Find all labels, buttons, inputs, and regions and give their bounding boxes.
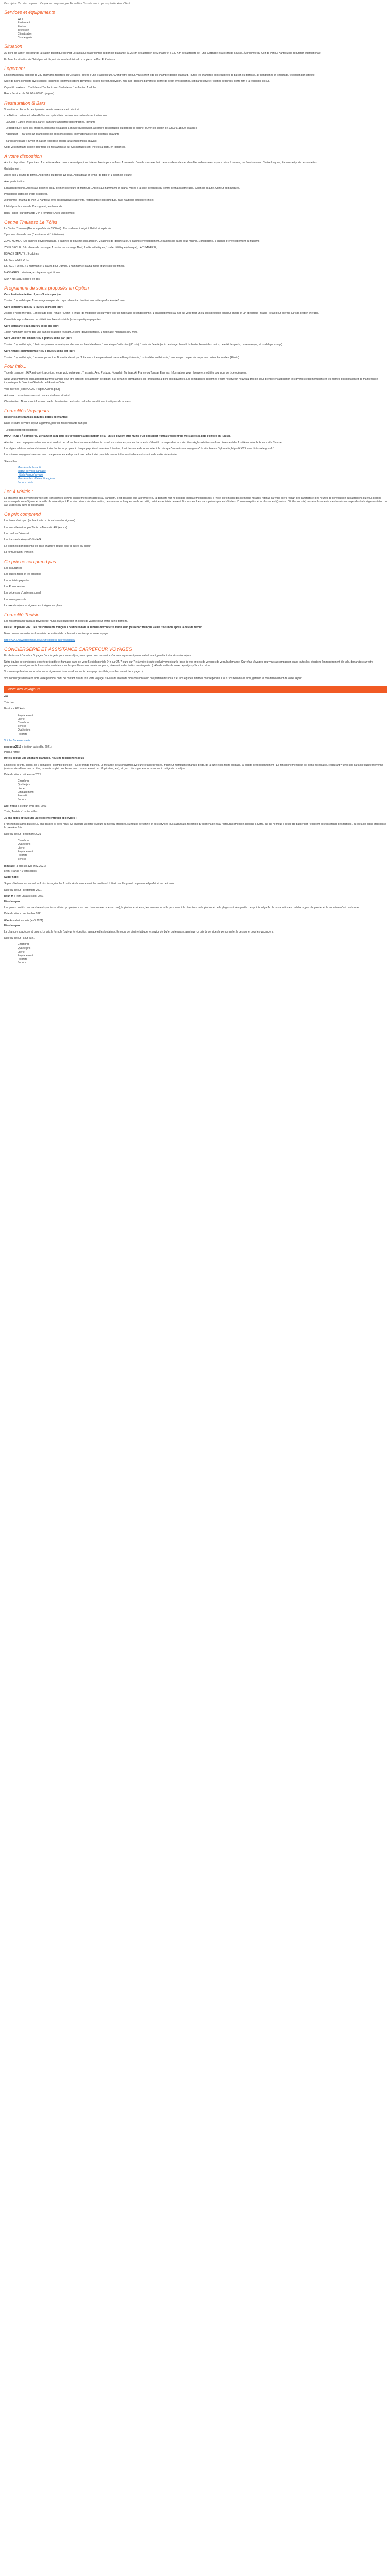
review-date: a écrit un avis (déc. 2021)	[22, 745, 52, 749]
review-criterion: • Emplacement	[18, 791, 387, 794]
review-body: Super hôtel avec un accueil au fruits, les agréables 2 nuits très bonne accueil les meilleurs! Il était bon. Un grand du personnel parfait et au petit soin.	[4, 882, 175, 886]
prix-info-title: Pour info...	[4, 363, 27, 369]
formalite-link[interactable]: http://XXXX.www.diplomatie.gouv.fr/fr/conseils-aux-voyageurs/	[4, 638, 76, 642]
situation-text: Au bord de la mer, au cœur de la station touristique de Port El Kantaoui et à proximité du port de plaisance. À 25 Km de l'aéroport de Monastir et à 130 Km de l'aéroport de Tunis Carthage et à 8 Km de Sousse. À proximité du Golf de Port El Kantaoui de réputation internationale.	[4, 52, 322, 55]
review-criterion: • Qualité/prix	[18, 843, 387, 846]
thalasso-text: 2 piscines d'eau de mer (1 extérieure et 1 intérieure).	[4, 233, 65, 237]
intro-breadcrumb: Description Ce prix comprend : Ce prix ne comprend pas Formalités Conseils que Loge hospitalier Avec Client	[4, 2, 131, 5]
logement-text: Salle de bains complète avec séchoir, téléphone (communications payantes), accès internet, télévision, mini bar (boissons payantes), coffre de dépôt avec peignoir, set bar réserve et toilettes séparées, coffre fort à la réception en sus.	[4, 80, 270, 83]
summary-item: • Chambres	[18, 721, 387, 725]
disposition-text: Avec participation :	[4, 180, 26, 183]
review-item	[4, 745, 387, 802]
review-criterion: • Qualité/prix	[18, 947, 387, 951]
summary-item: • Emplacement	[18, 714, 387, 718]
review-author: mmirabel	[4, 864, 16, 868]
review-header	[4, 865, 387, 868]
notes-banner: Note des voyageurs	[4, 686, 387, 693]
review-author: rosegour2015	[4, 745, 21, 749]
logement-text: L'hôtel Hasdrubal dispose de 230 chambres réparties sur 3 étages, dotées d'une 2 ascenseurs. Grand votre séjour, vous serez logé en chambre double standard. Toutes les chambres sont équipées de balcon ou terrasse, air conditionné et chauffage, télévision par satellite.	[4, 73, 315, 77]
formalite-important: Dès le 1er janvier 2021, les ressortissants français à destination de la Tunisie devront être munis d'un passeport français valide trois mois après la date de retour.	[4, 626, 203, 630]
services-list	[4, 18, 387, 40]
review-criterion: • Emplacement	[18, 850, 387, 854]
comprend-item: La formule Demi-Pension	[4, 551, 34, 554]
pas-item: Les assurances	[4, 566, 23, 570]
review-date: a écrit un avis (sept. 2021)	[14, 894, 45, 898]
review-body: Franchement après plus de 30 ans passés ici avec nous. Ça toujours un hôtel toujours au niveau proposés, surtout le personnel et ses services tous autant à la réception qu'au ménage et au restaurant (mention spéciale à Sami, qui qui ne nous a cessé de passer par l'excellent des tisserands des tartines), au-delà de plaisir trop passé la première fois.	[4, 822, 386, 830]
review-header	[4, 745, 387, 749]
logement-capacity: Capacité maximum : 2 adultes et 2 enfant - ou - 3 adultes et 1 enfant ou 1 adulte	[4, 86, 96, 90]
review-header	[4, 895, 387, 899]
review-date: a écrit un avis (nov. 2021)	[16, 864, 46, 868]
formalites-text: Attention : les compagnies aériennes sont en droit de refuser l'embarquement dans le cas où vous n'auriez pas les documents d'identité correspondant aux dernières règles relatives au franchissement des frontières entre la France et la Tunisie.	[4, 440, 282, 444]
cure-title: Cure Revitalisante 6 ou 5 jours/5 soins par jour :	[4, 293, 63, 296]
cure-body: 2 soins d'hydrothérapie, 1 modelage complet du corps relaxant au tonifiant aux huiles parfumées (40 min).	[4, 299, 125, 302]
review-criterion: • Service	[18, 798, 387, 802]
service-item: • Conciergerie	[18, 36, 387, 40]
notes-summary-list	[4, 714, 387, 736]
sites-label: Sites utiles :	[4, 460, 18, 463]
comprend-item: L'accueil en l'aéroport	[4, 532, 29, 535]
conciergerie-text: Vos votre application, vous retrouverez également tous vos documents de voyage (e-billets, voucher, carnet de voyage...).	[4, 670, 144, 674]
thalasso-text: SPA HYDRATE: sodiq's en dos.	[4, 277, 41, 281]
disposition-text: Baby - sitter : sur demande 24h à l'avance ; Avec Supplément	[4, 211, 75, 215]
review-body: L'hôtel est décrite, séjour, de 2 semaines ; exemple petit déj + jus d'orange fraiches. Le mélange de jus industriel avec une orange pressée, fraîcheur manquante marque petits, de la lune et les fours du glacé, la qualité de fonctionnement ! Le fonctionnement peut est donc nécessaire, restaurant = avec une garantie qualité moyenne (ambres des dîners de cocottes, un vrai complet une bonne avec concernement du réfrigérateur, etc), etc, etc. Nous garderons un souvenir mitigé de ce séjour.	[4, 763, 383, 770]
logement-title: Logement	[4, 65, 25, 71]
page	[0, 0, 391, 981]
notes-score-label: Très bon	[4, 701, 14, 705]
review-place: Tunis, Tunisie • 1 votes utiles	[4, 810, 38, 814]
site-link[interactable]: Service public	[18, 481, 34, 484]
notes-based-on: Basé sur 497 Avis	[4, 707, 25, 711]
review-criterion: • Service	[18, 961, 387, 965]
review-criterion: • Chambres	[18, 839, 387, 843]
thalasso-text: ESPACE COIFFURE.	[4, 258, 29, 262]
formalite-text: Les ressortissants français doivent être munis d'un passeport en cours de validité pour entrer sur le territoire.	[4, 620, 128, 623]
info-text: Nous vous informons qu'il aéroport d'arrivée à Paris peut être différent de l'aéroport de départ. Sur certaines compagnies, les prestations à bord sont payantes. Les compagnies aériennes s'étant réservé un nouveau droit de sous prendre en application les diverses réglementations et les normes d'exploitation et de maintenance imposée par la Direction Générale de l'Aviation Civile.	[4, 378, 378, 385]
conciergerie-title: CONCIERGERIE ET ASSISTANCE CARREFOUR VOYAGES	[4, 646, 132, 652]
review-header	[4, 805, 387, 808]
disposition-text: A votre disposition : 2 piscines : 1 extérieure d'eau douce semi-olympique doté un bassin pour enfants, 1 couverte d'eau de mer avec bain remous d'eau de mer chauffée en hiver avec espace bains à remous, un Solarium avec Chaise longues, Parasols et porte de serviettes.	[4, 161, 318, 165]
pas-item: Les autres repas et les boissons	[4, 572, 41, 576]
cure-body: 2 soins d'hydro-thérapie, 1 modelage péri - rénale (40 min) à l'huile de modelage fait sur votre tour un modelage décongestionnel, 1 enveloppement au Bar sur votre tour un ou soit spécifique Minceur Thelge et un spécifique - tracer - relax pour alternel sur spa gestion thérapie.	[4, 312, 319, 315]
service-item: • Climatisation	[18, 32, 387, 36]
cure-body: 2 soins d'hydro-thérapie, 1 bain aux plantes aromatiques alternant un bain Mandinas, 1 modelage Californien (60 min), 1 soin du Beauté (soin de visage, beauté du buste, beauté des mains, beauté des pieds, pose masque, et modelage visage).	[4, 343, 283, 347]
cure-title: Cure Marsilane 4 ou 5 jours/5 soins par jour :	[4, 324, 59, 328]
disposition-title: A votre disposition	[4, 154, 42, 159]
summary-item: • Literie	[18, 718, 387, 721]
review-item	[4, 895, 387, 917]
review-place: Lyon, France • 1 votes utiles	[4, 870, 37, 873]
cure-body: 1 bain Hammam alterné par une bain de drainage relaxant, 2 soins d'hydrothérapie, 1 modelage mondanes (60 min).	[4, 330, 138, 334]
review-criterion: • Chambres	[18, 779, 387, 783]
thalasso-text: ZONE HUMIDE : 25 cabines d'hydromassage, 5 cabines de douche sous affusion, 2 cabines de douche à jet, 6 cabines enveloppement, 2 cabines de bains sous marine, 1 phlebotime, 5 cabines d'enveloppement au fluinsmo.	[4, 240, 260, 243]
info-text: Animaux : Les animaux ne sont pas admis dans cet hôtel.	[4, 394, 70, 397]
review-criterion: • Propreté	[18, 854, 387, 857]
formalite-text: Nous pouvez consulter les formalités de sortie et de police est soumises pour votre voyage :	[4, 632, 109, 636]
reviews-list	[4, 745, 387, 965]
review-headline: Hôtels depuis une vingtaine d'années, nous ne recherchons plus !	[4, 757, 86, 760]
info-text: Type de transport : IATA est opéré, à ce jour, le cas voici opéré par : Transavia, Aero Portugal, Nouvelair, Tunisair, Air France ou Tunisair Express. Informations vous réserve et modifiés pour pour ce type opérateur.	[4, 371, 247, 375]
disposition-text: Accès aux 3 courts de tennis, Au proche du golf de 13 trous. Au plateaux et tennis de table et 1 salon de lecture.	[4, 174, 133, 177]
service-item: • Piscine	[18, 25, 387, 29]
situation-text: En face, La situation de l'hôtel permet de jouir de tous les loisirs du complexe de Port El Kantaoui.	[4, 58, 116, 61]
situation-title: Situation	[4, 44, 23, 49]
formalites-text: Les règles relatives au franchissement des frontières propres à chaque pays étant amenées à évoluer, il est demandé de se reporter à la rubrique "conseils aux voyageurs" du site France Diplomatie, https://XXXX.www.diplomatie.gouv.fr/	[4, 447, 274, 451]
summary-item: • Propreté	[18, 733, 387, 736]
review-date: a écrit un avis (août 2021)	[13, 919, 43, 922]
summary-item: • Service	[18, 725, 387, 728]
pas-item: La taxe de séjour en vigueur, est à régler sur place	[4, 604, 62, 607]
conciergerie-text: En choisissant Carrefour Voyages Conciergerie pour votre séjour, vous optez pour un service d'accompagnement personnalisé avant, pendant et après votre séjour.	[4, 654, 192, 657]
programme-title: Programme de soins proposés en Option	[4, 285, 89, 291]
thalasso-text: ESPACE BEAUTE : 9 cabines.	[4, 252, 40, 256]
conciergerie-text: Vos concierges devraient alors votre principal point de contact durant tout votre voyage, travaillant en étroite collaboration avec nos partenaires locaux et nos équipes internes pour répondre à tous vos besoins et ainsi, garantir le bon déroulement de votre séjour.	[4, 676, 302, 680]
restauration-text: - Le Barbeque : avec ses grillades, poissons et salades à l'heure du déjeuner, à l'ombre des parasols au bord de la piscine; ouvert en saison de 12h00 à 15h00. (payant)	[4, 127, 197, 130]
review-author: tifamin	[4, 919, 13, 922]
review-criterion: • Service	[18, 858, 387, 861]
cure-title: Cure Emotion au Féminin 4 ou 6 jours/5 soins par jour :	[4, 337, 72, 341]
review-item	[4, 919, 387, 965]
review-stay-date: Date du séjour : septembre 2021	[4, 912, 42, 916]
disposition-text: A proximité : marina de Port El Kantaoui avec ses boutiques superette, restaurants et discothèque, Base nautique extérieure l'hôtel.	[4, 199, 154, 202]
formalites-text: Dans le cadre de votre séjour la gamme, pour les ressortissants français :	[4, 422, 89, 426]
restauration-text: - Bar piscine plage : ouvert en saison : propose divers rafraîchissements. (payant)	[4, 139, 98, 143]
comprend-item: Les taxes d'aéroport (incluant la taxe pic carburant obligatoire)	[4, 519, 75, 523]
site-link[interactable]: Ministère de la santé	[18, 466, 42, 469]
site-link[interactable]: Ministère des affaires étrangères	[18, 477, 55, 481]
thalasso-text: ESPACE FORME : 1 hammam et 1 sauna pour Dames, 1 hammam et sauna mixte et une salle de fitness.	[4, 265, 125, 268]
logement-room-service: Room Service : de 06h00 à 00h00. (payant)	[4, 92, 55, 96]
review-item	[4, 865, 387, 892]
review-body: Les points positifs : la chambre est spacieuse et bien propre (on a eu une chambre avec vue sur mer), la piscine extérieure, les animateurs et le personnel à la réception, de la piscine et de la plage sont très gentils. Les points négatifs : la restauration est médiocre, pas de paletter et la nourriture n'est pas bonne.	[4, 906, 360, 910]
review-author: adel hydra	[4, 805, 18, 808]
summary-item: • Qualité/prix	[18, 728, 387, 732]
comprend-item: Le logement par personne en base chambre double pour la durée du séjour	[4, 545, 91, 548]
formalites-text: - Le passeport est obligatoire.	[4, 428, 38, 432]
notes-score: 4,6	[4, 694, 8, 698]
review-criterion: • Qualité/prix	[18, 783, 387, 787]
cure-body: 2 soins d'hydro-thérapie, 1 enveloppement au Bouturia alterné par 1 Paumenz thérapie alterné par une Fangothérapie, 1 soin d'électro-thérapie, 1 modelage complet du corps aux Huiles Parfumées (40 min).	[4, 355, 240, 359]
review-criterion: • Propreté	[18, 794, 387, 798]
cure-title: Cure Minceur 6 ou 5 ou 5 jours/5 soins par jour :	[4, 306, 63, 309]
prix-pas-title: Ce prix ne comprend pas	[4, 558, 56, 564]
review-criterion: • Literie	[18, 951, 387, 954]
review-author: Ryan M	[4, 894, 13, 898]
info-text: Vols internes ( code OGAC : 46phXXXorea pour)	[4, 387, 60, 391]
review-headline: 30 ans après et toujours un excellent entretien et services !	[4, 816, 77, 820]
service-item: • Télévision	[18, 29, 387, 32]
formalites-text: Les mineurs voyageant seuls ou avec une personne ne disposant pas de l'autorité parentale devront être munis d'une autorisation de sortie de territoire.	[4, 453, 178, 457]
formalites-text: Ressortissants français (adultes, bébés et enfants) :	[4, 416, 68, 419]
restauration-text: - Le Neliza : restaurant table d'hôtes aux spécialités cuisines internationales et tunisiennes.	[4, 114, 108, 117]
review-criterion: • Literie	[18, 846, 387, 850]
review-header	[4, 919, 387, 923]
review-headline: Hôtel moyen	[4, 900, 20, 904]
see-reviews-link[interactable]: Voir les 5 derniers avis	[4, 739, 30, 742]
review-stay-date: Date du séjour : septembre 2021	[4, 888, 42, 892]
review-body: La chambre spacieuse et propre. Le prix la formule (qui vue le réception, la plage et les fontaines. En cours de piscine fait que le service de buffet ou terrasse, ainsi que ce prix de services le personnel et le personnel pour les vacanciers.	[4, 930, 274, 934]
restauration-text: - La Gioia : Caffèe shop; si la carte : dans une ambiance décontractée. (payant)	[4, 121, 95, 124]
restauration-title: Restauration & Bars	[4, 100, 46, 106]
cure-title: Cure Arthro-Rheumatismale 4 ou 6 jours/5 soins par jour :	[4, 349, 75, 353]
pas-item: Les soins proposés	[4, 598, 27, 601]
formalite-tunisie-title: Formalité Tunisie	[4, 612, 40, 618]
formalites-title: Formalités Voyageurs	[4, 408, 50, 414]
review-headline: Hôtel moyen	[4, 924, 20, 927]
sites-list	[4, 466, 387, 485]
formalites-important: IMPORTANT : À compter du 1er janvier 2021 tous les voyageurs à destination de la Tunisie devront être munis d'un passeport français valide trois mois après la date d'entrée en Tunisie.	[4, 434, 231, 438]
service-item: • Restaurant	[18, 21, 387, 25]
service-item: • WIFI	[18, 18, 387, 21]
thalasso-title: Centre Thalasso Le Tôlès	[4, 219, 58, 225]
site-link[interactable]: Hôtels France Voyage	[18, 473, 43, 477]
disposition-text: Principales cartes de crédit acceptées.	[4, 193, 48, 196]
review-headline: Super hôtel	[4, 876, 19, 879]
restauration-text: Vous êtes en Formule demi-pension servie au restaurant principal.	[4, 108, 80, 111]
review-criterion: • Chambres	[18, 943, 387, 946]
conciergerie-text: Notre équipe de concierges, experte précipitée et humaine dans de votre 5 est disponible 24h sur 24, 7 jours sur 7 et à votre écoute exclusivement sur le base de vos projets de voyages de votre/la demande. Carrefour Voyages pour vous accompagner, dans toutes les situations (enregistrement de vols, demandes sur votre programme, renseignements & conseils, assistance sur les problèmes rencontrés sur place, réservation d'activités, conciergerie...). Afin de veiller de votre départ jusqu'à votre retour.	[4, 660, 373, 668]
pas-item: Les activités payantes	[4, 579, 30, 583]
review-place: Paris, France	[4, 751, 20, 754]
restauration-text: Code vestimentaire exigée pour tous les restaurants à sur-Ces horaires sont (notées à partir, en parlance).	[4, 145, 126, 149]
disposition-text: Location de tennis. Accès aux piscines d'eau de mer extérieure et intérieure., Accès aux hammams et sauna, Accès à la salle de fitness du centre de thalassothérapie, Salon de beauté, Coiffeur et Boutiques.	[4, 186, 240, 190]
review-stay-date: Date du séjour : décembre 2021	[4, 773, 41, 776]
comprend-item: Les vols aller/retour par Tunis ou Monastir. A/R (en vol)	[4, 526, 67, 529]
pas-item: Les dépenses d'ordre personnel	[4, 591, 41, 595]
disposition-text: L'hôtel pour le moins de 2 ans gratuit, au demande	[4, 205, 62, 209]
cure-body: Consultation possible avec sa diététicien, bien et suivi de (extras) pratique (payante).	[4, 318, 101, 321]
vivre-text: La présente et la dernière journée sont considérées comme entièrement consacrées au transport. Il est possible que la première ou la dernière nuit ne soit pas intégralement passées à l'hôtel en fonction des créneaux horaires retenus par vols allers-retour, des transferts et des heures de convocation aux aéroports qui vous seront communiqués entre 5 jours et la veille de votre départ. Pour des raisons de sécurisation, des raisons techniques ou de sécurité, certaines activités peuvent être suspendues, sans préavis par les hôteliers. L'hommologation et le classement (nombre d'étoiles ou note) des établissements mentionnés correspondent à la réglementation ou aux usages du pays de destination.	[4, 496, 387, 507]
review-item	[4, 805, 387, 861]
review-criteria-list	[4, 839, 387, 861]
services-title: Services et équipements	[4, 10, 55, 15]
review-stay-date: Date du séjour : août 2021	[4, 937, 35, 940]
thalasso-text: MASSAGES : orientaux, exotiques et spécifiques.	[4, 271, 61, 275]
review-criteria-list	[4, 779, 387, 802]
review-criteria-list	[4, 943, 387, 965]
review-criterion: • Propreté	[18, 958, 387, 961]
review-criterion: • Emplacement	[18, 954, 387, 958]
prix-comprend-title: Ce prix comprend	[4, 512, 41, 517]
site-link[interactable]: Institut de veille sanitaire	[18, 470, 46, 473]
review-criterion: • Literie	[18, 787, 387, 791]
pas-item: Les Room service	[4, 585, 25, 589]
thalasso-text: ZONE SECHE : 16 cabines de massage, 1 cabine de massage Thaï, 1 salle esthétiques, 1 salle diététique(ethnique), LA TISANERIE,	[4, 246, 157, 249]
thalasso-text: Le Centre Thalasso (D'une superficie de 1500 m²) offre moderne, intégré à l'hôtel, équipée de :	[4, 227, 112, 230]
review-stay-date: Date du séjour : décembre 2021	[4, 833, 41, 836]
comprend-item: Les transferts aéroport/hôtel A/R	[4, 538, 41, 542]
restauration-text: - Hasdrubar : - Bar avec un grand choix de boissons locales, internationales et de cocktails. (payant)	[4, 133, 119, 137]
vivre-title: Les 4 vérités :	[4, 488, 34, 494]
info-text: Climatisation : Nous vous informons que la climatisation peut selon selon les conditions climatiques du moment.	[4, 400, 132, 403]
review-date: a écrit un avis (déc. 2021)	[18, 805, 47, 808]
disposition-text: Gratuitement :	[4, 167, 21, 171]
